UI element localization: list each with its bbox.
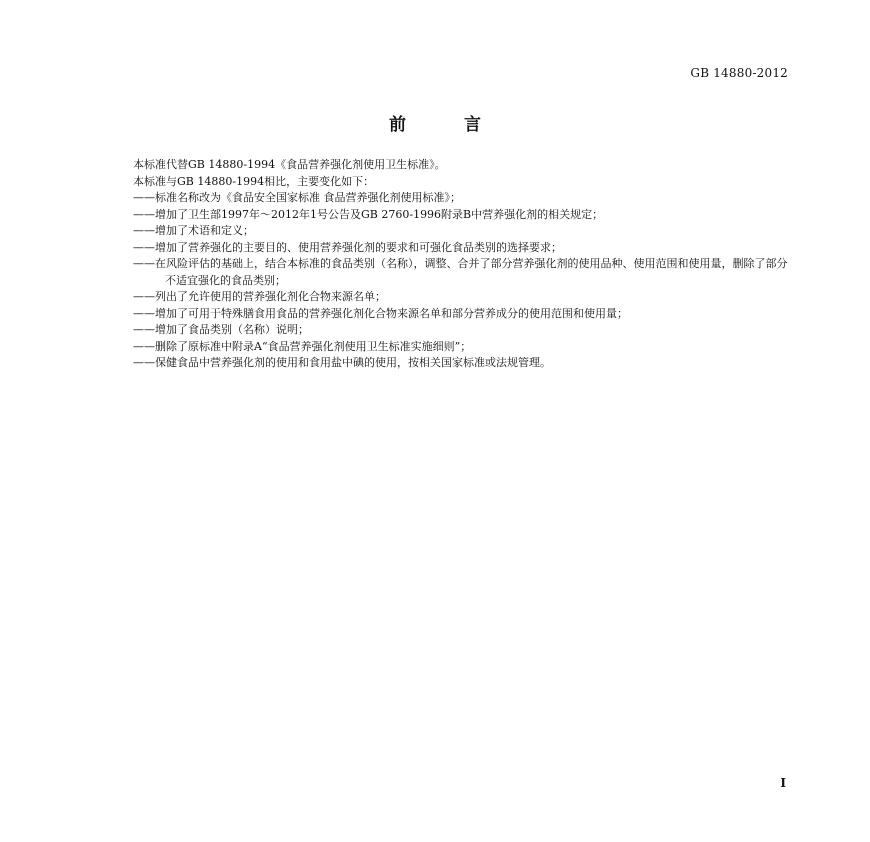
change-item: ——列出了允许使用的营养强化剂化合物来源名单； <box>133 290 386 303</box>
change-item: ——标准名称改为《食品安全国家标准 食品营养强化剂使用标准》； <box>133 191 461 204</box>
page-title: 前 言 <box>389 115 507 135</box>
paragraph-replaces: 本标准代替GB 14880-1994《食品营养强化剂使用卫生标准》。 <box>133 158 446 171</box>
change-item: ——增加了营养强化的主要目的、使用营养强化剂的要求和可强化食品类别的选择要求； <box>133 240 562 254</box>
change-item: ——保健食品中营养强化剂的使用和食用盐中碘的使用，按相关国家标准或法规管理。 <box>133 356 551 369</box>
change-item: ——增加了可用于特殊膳食用食品的营养强化剂化合物来源名单和部分营养成分的使用范围和使用量； <box>133 306 628 320</box>
change-item: ——删除了原标准中附录A“食品营养强化剂使用卫生标准实施细则”； <box>133 339 472 353</box>
change-item: ——增加了食品类别（名称）说明； <box>133 323 309 336</box>
change-item: ——增加了卫生部1997年～2012年1号公告及GB 2760-1996附录B中营养强化剂的相关规定； <box>133 207 604 221</box>
standard-code: GB 14880-2012 <box>690 66 788 80</box>
change-item: ——增加了术语和定义； <box>133 224 254 237</box>
paragraph-changes-intro: 本标准与GB 14880-1994相比，主要变化如下： <box>133 174 375 188</box>
page-number: I <box>780 776 786 790</box>
change-item: ——在风险评估的基础上，结合本标准的食品类别（名称），调整、合并了部分营养强化剂的使用品种、使用范围和使用量，删除了部分不适宜强化的食品类别； <box>133 257 788 287</box>
foreword-body <box>133 157 793 372</box>
